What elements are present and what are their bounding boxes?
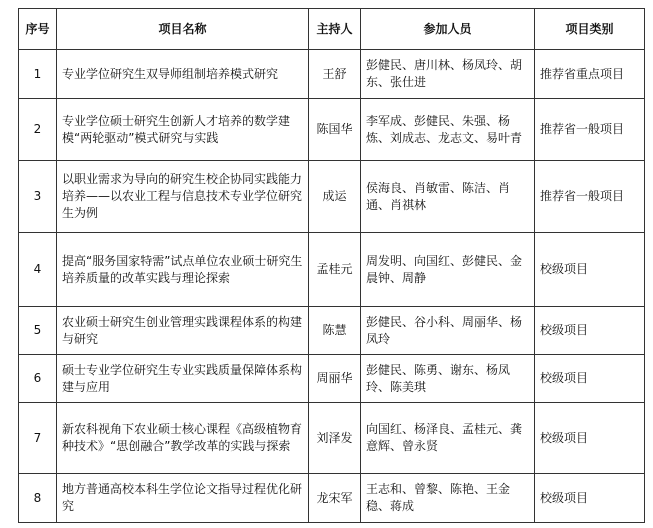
row-members: 王志和、曾黎、陈艳、王金稳、蒋成 (361, 474, 535, 523)
row-category: 校级项目 (535, 355, 645, 403)
project-table-container (18, 8, 645, 523)
header-category: 项目类别 (535, 9, 645, 50)
row-members: 侯海良、肖敏雷、陈洁、肖通、肖祺林 (361, 161, 535, 233)
row-members: 彭健民、唐川林、杨凤玲、胡东、张仕进 (361, 50, 535, 99)
row-host: 孟桂元 (309, 233, 361, 307)
row-name: 地方普通高校本科生学位论文指导过程优化研究 (57, 474, 309, 523)
row-num: 8 (19, 474, 57, 523)
row-category: 校级项目 (535, 233, 645, 307)
table-header-row (19, 9, 645, 50)
row-name: 硕士专业学位研究生专业实践质量保障体系构建与应用 (57, 355, 309, 403)
header-members: 参加人员 (361, 9, 535, 50)
row-num: 4 (19, 233, 57, 307)
row-category: 校级项目 (535, 307, 645, 355)
table-row (19, 307, 645, 355)
row-name: 提高“服务国家特需”试点单位农业硕士研究生培养质量的改革实践与理论探索 (57, 233, 309, 307)
header-name: 项目名称 (57, 9, 309, 50)
project-table (18, 8, 645, 523)
row-num: 1 (19, 50, 57, 99)
row-name: 以职业需求为导向的研究生校企协同实践能力培养——以农业工程与信息技术专业学位研究生为例 (57, 161, 309, 233)
header-host: 主持人 (309, 9, 361, 50)
table-row (19, 99, 645, 161)
row-members: 李军成、彭健民、朱强、杨炼、刘成志、龙志文、易叶青 (361, 99, 535, 161)
table-row (19, 50, 645, 99)
row-host: 刘泽发 (309, 403, 361, 474)
table-row (19, 161, 645, 233)
row-category: 校级项目 (535, 474, 645, 523)
row-host: 陈慧 (309, 307, 361, 355)
row-category: 推荐省一般项目 (535, 99, 645, 161)
row-name: 农业硕士研究生创业管理实践课程体系的构建与研究 (57, 307, 309, 355)
row-members: 彭健民、陈勇、谢东、杨凤玲、陈美琪 (361, 355, 535, 403)
row-name: 专业学位硕士研究生创新人才培养的数学建模“两轮驱动”模式研究与实践 (57, 99, 309, 161)
header-num: 序号 (19, 9, 57, 50)
row-category: 推荐省一般项目 (535, 161, 645, 233)
table-row (19, 233, 645, 307)
row-num: 5 (19, 307, 57, 355)
row-host: 龙宋军 (309, 474, 361, 523)
row-name: 新农科视角下农业硕士核心课程《高级植物育种技术》“思创融合”教学改革的实践与探索 (57, 403, 309, 474)
table-row (19, 403, 645, 474)
row-host: 成运 (309, 161, 361, 233)
row-num: 2 (19, 99, 57, 161)
row-num: 3 (19, 161, 57, 233)
row-category: 校级项目 (535, 403, 645, 474)
row-name: 专业学位研究生双导师组制培养模式研究 (57, 50, 309, 99)
row-host: 周丽华 (309, 355, 361, 403)
row-host: 王舒 (309, 50, 361, 99)
row-num: 6 (19, 355, 57, 403)
row-category: 推荐省重点项目 (535, 50, 645, 99)
table-row (19, 474, 645, 523)
table-row (19, 355, 645, 403)
row-members: 周发明、向国红、彭健民、金晨钟、周静 (361, 233, 535, 307)
row-members: 向国红、杨泽良、孟桂元、龚意辉、曾永贤 (361, 403, 535, 474)
row-members: 彭健民、谷小科、周丽华、杨凤玲 (361, 307, 535, 355)
row-num: 7 (19, 403, 57, 474)
row-host: 陈国华 (309, 99, 361, 161)
